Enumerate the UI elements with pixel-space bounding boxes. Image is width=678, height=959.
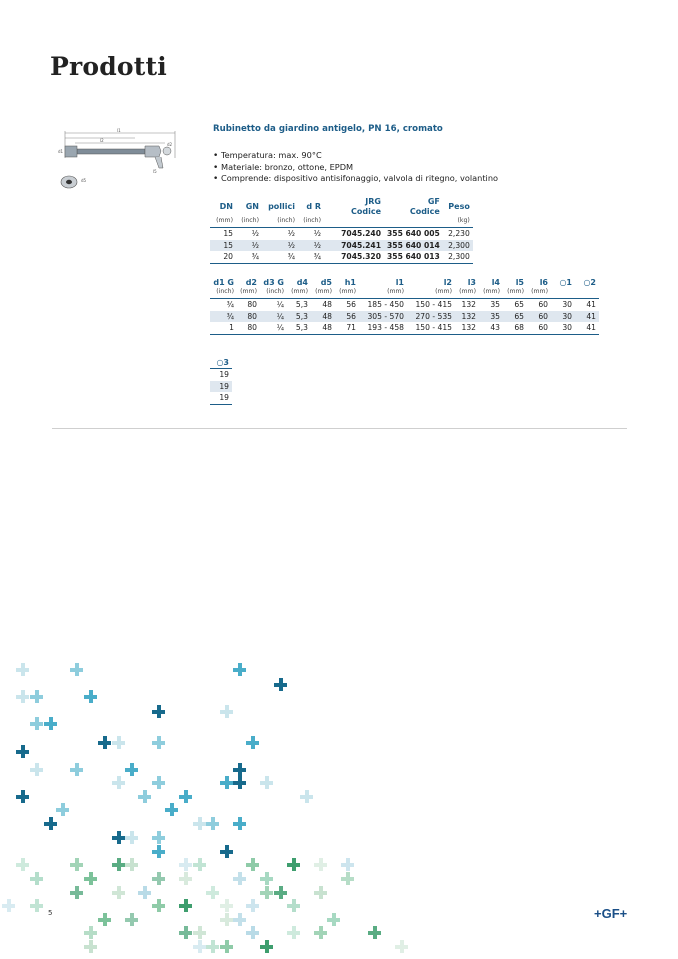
plus-icon — [16, 790, 29, 803]
svg-text:l2: l2 — [100, 138, 104, 143]
plus-icon — [368, 926, 381, 939]
col-d2: d2 — [245, 278, 257, 287]
cell: 19 — [210, 392, 232, 404]
unit — [384, 217, 443, 228]
plus-icon — [16, 663, 29, 676]
plus-icon — [260, 776, 273, 789]
plus-icon — [70, 763, 83, 776]
cell: 35 — [479, 311, 503, 323]
unit: (kg) — [443, 217, 473, 228]
plus-icon — [125, 831, 138, 844]
col-d1g: d1 G — [213, 278, 234, 287]
cell: 1 — [210, 322, 237, 334]
plus-icon — [165, 803, 178, 816]
plus-icon — [193, 940, 206, 953]
plus-icon — [138, 790, 151, 803]
col-l2: l2 — [443, 278, 452, 287]
col-o2: ○2 — [583, 278, 596, 287]
plus-icon — [260, 940, 273, 953]
page-number: 5 — [48, 909, 53, 917]
plus-icon — [30, 717, 43, 730]
plus-icon — [16, 745, 29, 758]
plus-icon — [327, 913, 340, 926]
plus-icon — [193, 858, 206, 871]
plus-icon — [260, 872, 273, 885]
cell: 41 — [575, 311, 599, 323]
cell: ¾ — [262, 251, 298, 263]
product-features — [213, 150, 498, 185]
cell: 68 — [503, 322, 527, 334]
cell: 150 - 415 — [407, 322, 455, 334]
product-technical-drawing — [55, 128, 190, 198]
plus-icon — [112, 858, 125, 871]
cell: 56 — [335, 311, 359, 323]
table-row — [210, 369, 232, 381]
plus-icon — [152, 736, 165, 749]
unit: (inch) — [262, 217, 298, 228]
plus-icon — [206, 817, 219, 830]
plus-icon — [98, 736, 111, 749]
col-d5: d5 — [320, 278, 332, 287]
cell: ¾ — [226, 300, 234, 310]
col-l6: l6 — [539, 278, 548, 287]
unit: (mm) — [455, 288, 479, 299]
cell: 132 — [455, 322, 479, 334]
plus-icon — [233, 663, 246, 676]
unit: (mm) — [287, 288, 311, 299]
plus-icon — [246, 736, 259, 749]
cell: 2,230 — [448, 229, 470, 239]
cell: ¾ — [298, 251, 324, 263]
product-title: Rubinetto da giardino antigelo, PN 16, cromato — [213, 124, 443, 134]
plus-icon — [44, 717, 57, 730]
plus-icon — [220, 776, 233, 789]
cell: ½ — [262, 240, 298, 252]
col-d4: d4 — [296, 278, 308, 287]
plus-icon — [138, 886, 151, 899]
plus-icon — [220, 705, 233, 718]
col-dr: d R — [306, 202, 321, 211]
col-l3: l3 — [467, 278, 476, 287]
table-row — [210, 392, 232, 404]
table-row — [210, 381, 232, 393]
plus-icon — [206, 886, 219, 899]
cell: 60 — [538, 300, 548, 310]
svg-text:l1: l1 — [117, 128, 121, 133]
col-o3: ○3 — [210, 358, 232, 369]
plus-icon — [125, 858, 138, 871]
plus-icon — [152, 776, 165, 789]
unit — [324, 217, 384, 228]
plus-icon — [220, 899, 233, 912]
plus-icon — [125, 763, 138, 776]
cell: 355 640 005 — [387, 229, 440, 239]
feature-temperature: • Temperatura: max. 90°C — [213, 150, 498, 162]
unit: (mm) — [479, 288, 503, 299]
cell: 20 — [210, 251, 236, 263]
col-l4: l4 — [491, 278, 500, 287]
plus-icon — [179, 790, 192, 803]
plus-icon — [179, 858, 192, 871]
plus-icon — [30, 690, 43, 703]
plus-icon — [274, 678, 287, 691]
plus-icon — [287, 926, 300, 939]
plus-icon — [314, 858, 327, 871]
col-gn: GN — [245, 202, 259, 211]
plus-icon — [30, 899, 43, 912]
cell: 80 — [247, 300, 257, 310]
plus-icon — [70, 663, 83, 676]
section-divider — [52, 428, 627, 429]
plus-icon — [220, 940, 233, 953]
spec-table-o3 — [210, 358, 232, 405]
plus-icon — [193, 926, 206, 939]
table-row — [210, 228, 473, 240]
plus-icon — [56, 803, 69, 816]
plus-icon — [112, 776, 125, 789]
cell: 150 - 415 — [415, 300, 452, 310]
plus-icon — [233, 817, 246, 830]
table-row — [210, 299, 599, 311]
plus-icon — [179, 872, 192, 885]
unit — [575, 288, 599, 299]
cell: 5,3 — [287, 322, 311, 334]
cell: ¾ — [210, 311, 237, 323]
plus-icon — [70, 886, 83, 899]
plus-icon — [152, 899, 165, 912]
plus-icon — [30, 763, 43, 776]
cell: 19 — [219, 370, 229, 380]
unit: (inch) — [236, 217, 262, 228]
cell: 132 — [455, 311, 479, 323]
cell: 15 — [210, 240, 236, 252]
table-row — [210, 251, 473, 263]
plus-icon — [125, 913, 138, 926]
col-l1: l1 — [395, 278, 404, 287]
unit: (mm) — [237, 288, 260, 299]
cell: 41 — [586, 300, 596, 310]
cell: 2,300 — [443, 251, 473, 263]
plus-icon — [112, 831, 125, 844]
col-peso: Peso — [448, 202, 470, 211]
unit: (mm) — [335, 288, 359, 299]
col-gf-codice: GF Codice — [409, 197, 440, 216]
feature-material: • Materiale: bronzo, ottone, EPDM — [213, 162, 498, 174]
cell: 305 - 570 — [359, 311, 407, 323]
unit: (mm) — [407, 288, 455, 299]
plus-icon — [233, 913, 246, 926]
svg-text:d5: d5 — [81, 178, 87, 183]
cell: 132 — [461, 300, 476, 310]
cell: 193 - 458 — [359, 322, 407, 334]
cell: 48 — [311, 311, 335, 323]
plus-icon — [274, 886, 287, 899]
plus-icon — [152, 705, 165, 718]
plus-icon — [44, 817, 57, 830]
cell: 185 - 450 — [367, 300, 404, 310]
cell: 7045.241 — [324, 240, 384, 252]
col-o1: ○1 — [559, 278, 572, 287]
cell: ½ — [251, 229, 259, 239]
cell: 355 640 013 — [384, 251, 443, 263]
cell: 30 — [562, 300, 572, 310]
plus-icon — [98, 913, 111, 926]
plus-icon — [152, 831, 165, 844]
cell: ¼ — [260, 311, 287, 323]
cell: 7045.320 — [324, 251, 384, 263]
cell: 60 — [527, 311, 551, 323]
unit: (mm) — [210, 217, 236, 228]
cell: 48 — [322, 300, 332, 310]
unit: (mm) — [359, 288, 407, 299]
unit: (inch) — [210, 288, 237, 299]
svg-text:l5: l5 — [153, 169, 157, 174]
plus-icon — [233, 776, 246, 789]
spec-table-dimensions — [210, 278, 599, 335]
plus-icon — [30, 872, 43, 885]
col-h1: h1 — [344, 278, 356, 287]
cell: 30 — [551, 322, 575, 334]
cell: ¼ — [276, 300, 284, 310]
unit: (mm) — [527, 288, 551, 299]
cell: 7045.240 — [341, 229, 381, 239]
plus-icon — [84, 872, 97, 885]
col-l5: l5 — [515, 278, 524, 287]
plus-icon — [84, 690, 97, 703]
plus-icon — [246, 926, 259, 939]
plus-icon — [112, 736, 125, 749]
cell: 41 — [575, 322, 599, 334]
plus-icon — [220, 913, 233, 926]
plus-icon — [341, 872, 354, 885]
plus-icon — [233, 763, 246, 776]
feature-includes: • Comprende: dispositivo antisifonaggio, valvola di ritegno, volantino — [213, 173, 498, 185]
plus-icon — [314, 886, 327, 899]
plus-icon — [220, 845, 233, 858]
unit: (mm) — [503, 288, 527, 299]
plus-icon — [70, 858, 83, 871]
cell: 43 — [479, 322, 503, 334]
cell: ½ — [236, 240, 262, 252]
cell: 5,3 — [287, 311, 311, 323]
plus-icon — [314, 926, 327, 939]
page-title: Prodotti — [50, 52, 167, 81]
plus-icon — [2, 899, 15, 912]
col-d3g: d3 G — [263, 278, 284, 287]
unit: (inch) — [298, 217, 324, 228]
plus-icon — [246, 858, 259, 871]
cell: ½ — [298, 240, 324, 252]
cell: 270 - 535 — [407, 311, 455, 323]
plus-icon — [395, 940, 408, 953]
cell: ¾ — [236, 251, 262, 263]
plus-icon — [179, 926, 192, 939]
plus-icon — [260, 886, 273, 899]
svg-text:d1: d1 — [58, 149, 64, 154]
table-row — [210, 322, 599, 334]
plus-icon — [84, 926, 97, 939]
gf-logo: +GF+ — [594, 906, 628, 921]
col-dn: DN — [219, 202, 233, 211]
plus-icon — [152, 845, 165, 858]
cell: 48 — [311, 322, 335, 334]
cell: 71 — [335, 322, 359, 334]
col-pollici: pollici — [268, 202, 295, 211]
cell: ½ — [287, 229, 295, 239]
cell: 5,3 — [295, 300, 308, 310]
cell: 56 — [346, 300, 356, 310]
cell: ¼ — [260, 322, 287, 334]
cell: 2,300 — [443, 240, 473, 252]
plus-icon — [179, 899, 192, 912]
plus-icon — [112, 886, 125, 899]
plus-icon — [16, 690, 29, 703]
cell: 80 — [237, 311, 260, 323]
plus-icon — [300, 790, 313, 803]
col-jrg-codice: JRG Codice — [350, 197, 381, 216]
cell: 19 — [210, 381, 232, 393]
cell: 65 — [514, 300, 524, 310]
svg-text:d2: d2 — [167, 142, 173, 147]
table-row — [210, 311, 599, 323]
plus-icon — [152, 872, 165, 885]
plus-icon — [233, 872, 246, 885]
cell: 30 — [551, 311, 575, 323]
plus-icon — [16, 858, 29, 871]
plus-icon — [287, 899, 300, 912]
plus-icon — [193, 817, 206, 830]
table-row — [210, 240, 473, 252]
unit: (mm) — [311, 288, 335, 299]
plus-icon — [206, 940, 219, 953]
cell: 355 640 014 — [384, 240, 443, 252]
cell: ½ — [313, 229, 321, 239]
plus-icon — [287, 858, 300, 871]
plus-icon — [246, 899, 259, 912]
plus-icon — [341, 858, 354, 871]
cell: 60 — [527, 322, 551, 334]
plus-icon — [84, 940, 97, 953]
cell: 15 — [223, 229, 233, 239]
unit — [551, 288, 575, 299]
unit: (inch) — [260, 288, 287, 299]
cell: 65 — [503, 311, 527, 323]
cell: 35 — [490, 300, 500, 310]
cell: 80 — [237, 322, 260, 334]
spec-table-codes — [210, 197, 473, 264]
